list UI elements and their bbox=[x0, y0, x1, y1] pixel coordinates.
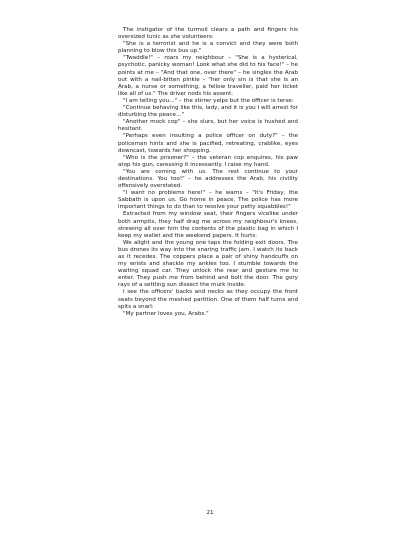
paragraph: "Twaddle!" – roars my neighbour – "She is a hysterical, psychotic, panicky woman! Look what she did to his face!" – he points at me – "And that one, over there" – he singles the Arab out with a nail-bitten pinkie – "her only sin is that she is an Arab, a nurse or something, a fellow traveller, paid her ticket like all of us." The driver nods his assent. bbox=[118, 55, 298, 97]
paragraph: "Continue behaving like this, lady, and it is you I will arrest for disturbing the peace…" bbox=[118, 105, 298, 119]
paragraph: We alight and the young one taps the folding exit doors. The bus drones its way into the snaring traffic jam. I watch its back as it recedes. The coppers place a pair of shiny handcuffs on my wrists and shackle my ankles too. I stumble towards the waiting squad car. They unlock the rear and gesture me to enter. They push me from behind and bolt the door. The gory rays of a settling sun dissect the murk inside. bbox=[118, 239, 298, 289]
paragraph: The instigator of the turmoil clears a path and fingers his oversized tunic as she volunteers: bbox=[118, 27, 298, 41]
paragraph: "She is a terrorist and he is a convict and they were both planning to blow this bus up." bbox=[118, 41, 298, 55]
paragraph: "You are coming with us. The rest continue to your destinations. You too!" – he addresses the Arab, his civility offensively overstated. bbox=[118, 168, 298, 190]
body-text bbox=[118, 27, 298, 318]
page-number: 21 bbox=[206, 510, 214, 516]
paragraph: "Another mock cop" – she slurs, but her voice is hushed and hesitant. bbox=[118, 119, 298, 133]
paragraph: "My partner loves you, Arabs." bbox=[123, 310, 209, 317]
paragraph: "I want no problems here!" – he warns – "It's Friday, the Sabbath is upon us. Go home in peace. The police has more important things to do than to resolve your petty squabbles!" bbox=[118, 190, 298, 211]
paragraph: I see the officers' backs and necks as they occupy the front seats beyond the meshed partition. One of them half turns and spits a snarl: bbox=[118, 289, 298, 310]
paragraph: "I am telling you…" – the stirrer yelps but the officer is terse: bbox=[123, 97, 294, 104]
paragraph: Extracted from my window seat, their fingers vicelike under both armpits, they half drag me across my neighbour's knees, strewing all over him the contents of the plastic bag in which I keep my wallet and the weekend papers. It hurts. bbox=[118, 211, 298, 239]
paragraph: "Who is the prisoner?" – the veteran cop enquires, his paw atop his gun, caressing it incessantly. I raise my hand. bbox=[118, 154, 298, 168]
paragraph: "Perhaps even insulting a police officer on duty?" – the policeman hints and she is pacified, retreating, crablike, eyes downcast, towards her shopping. bbox=[118, 133, 298, 154]
